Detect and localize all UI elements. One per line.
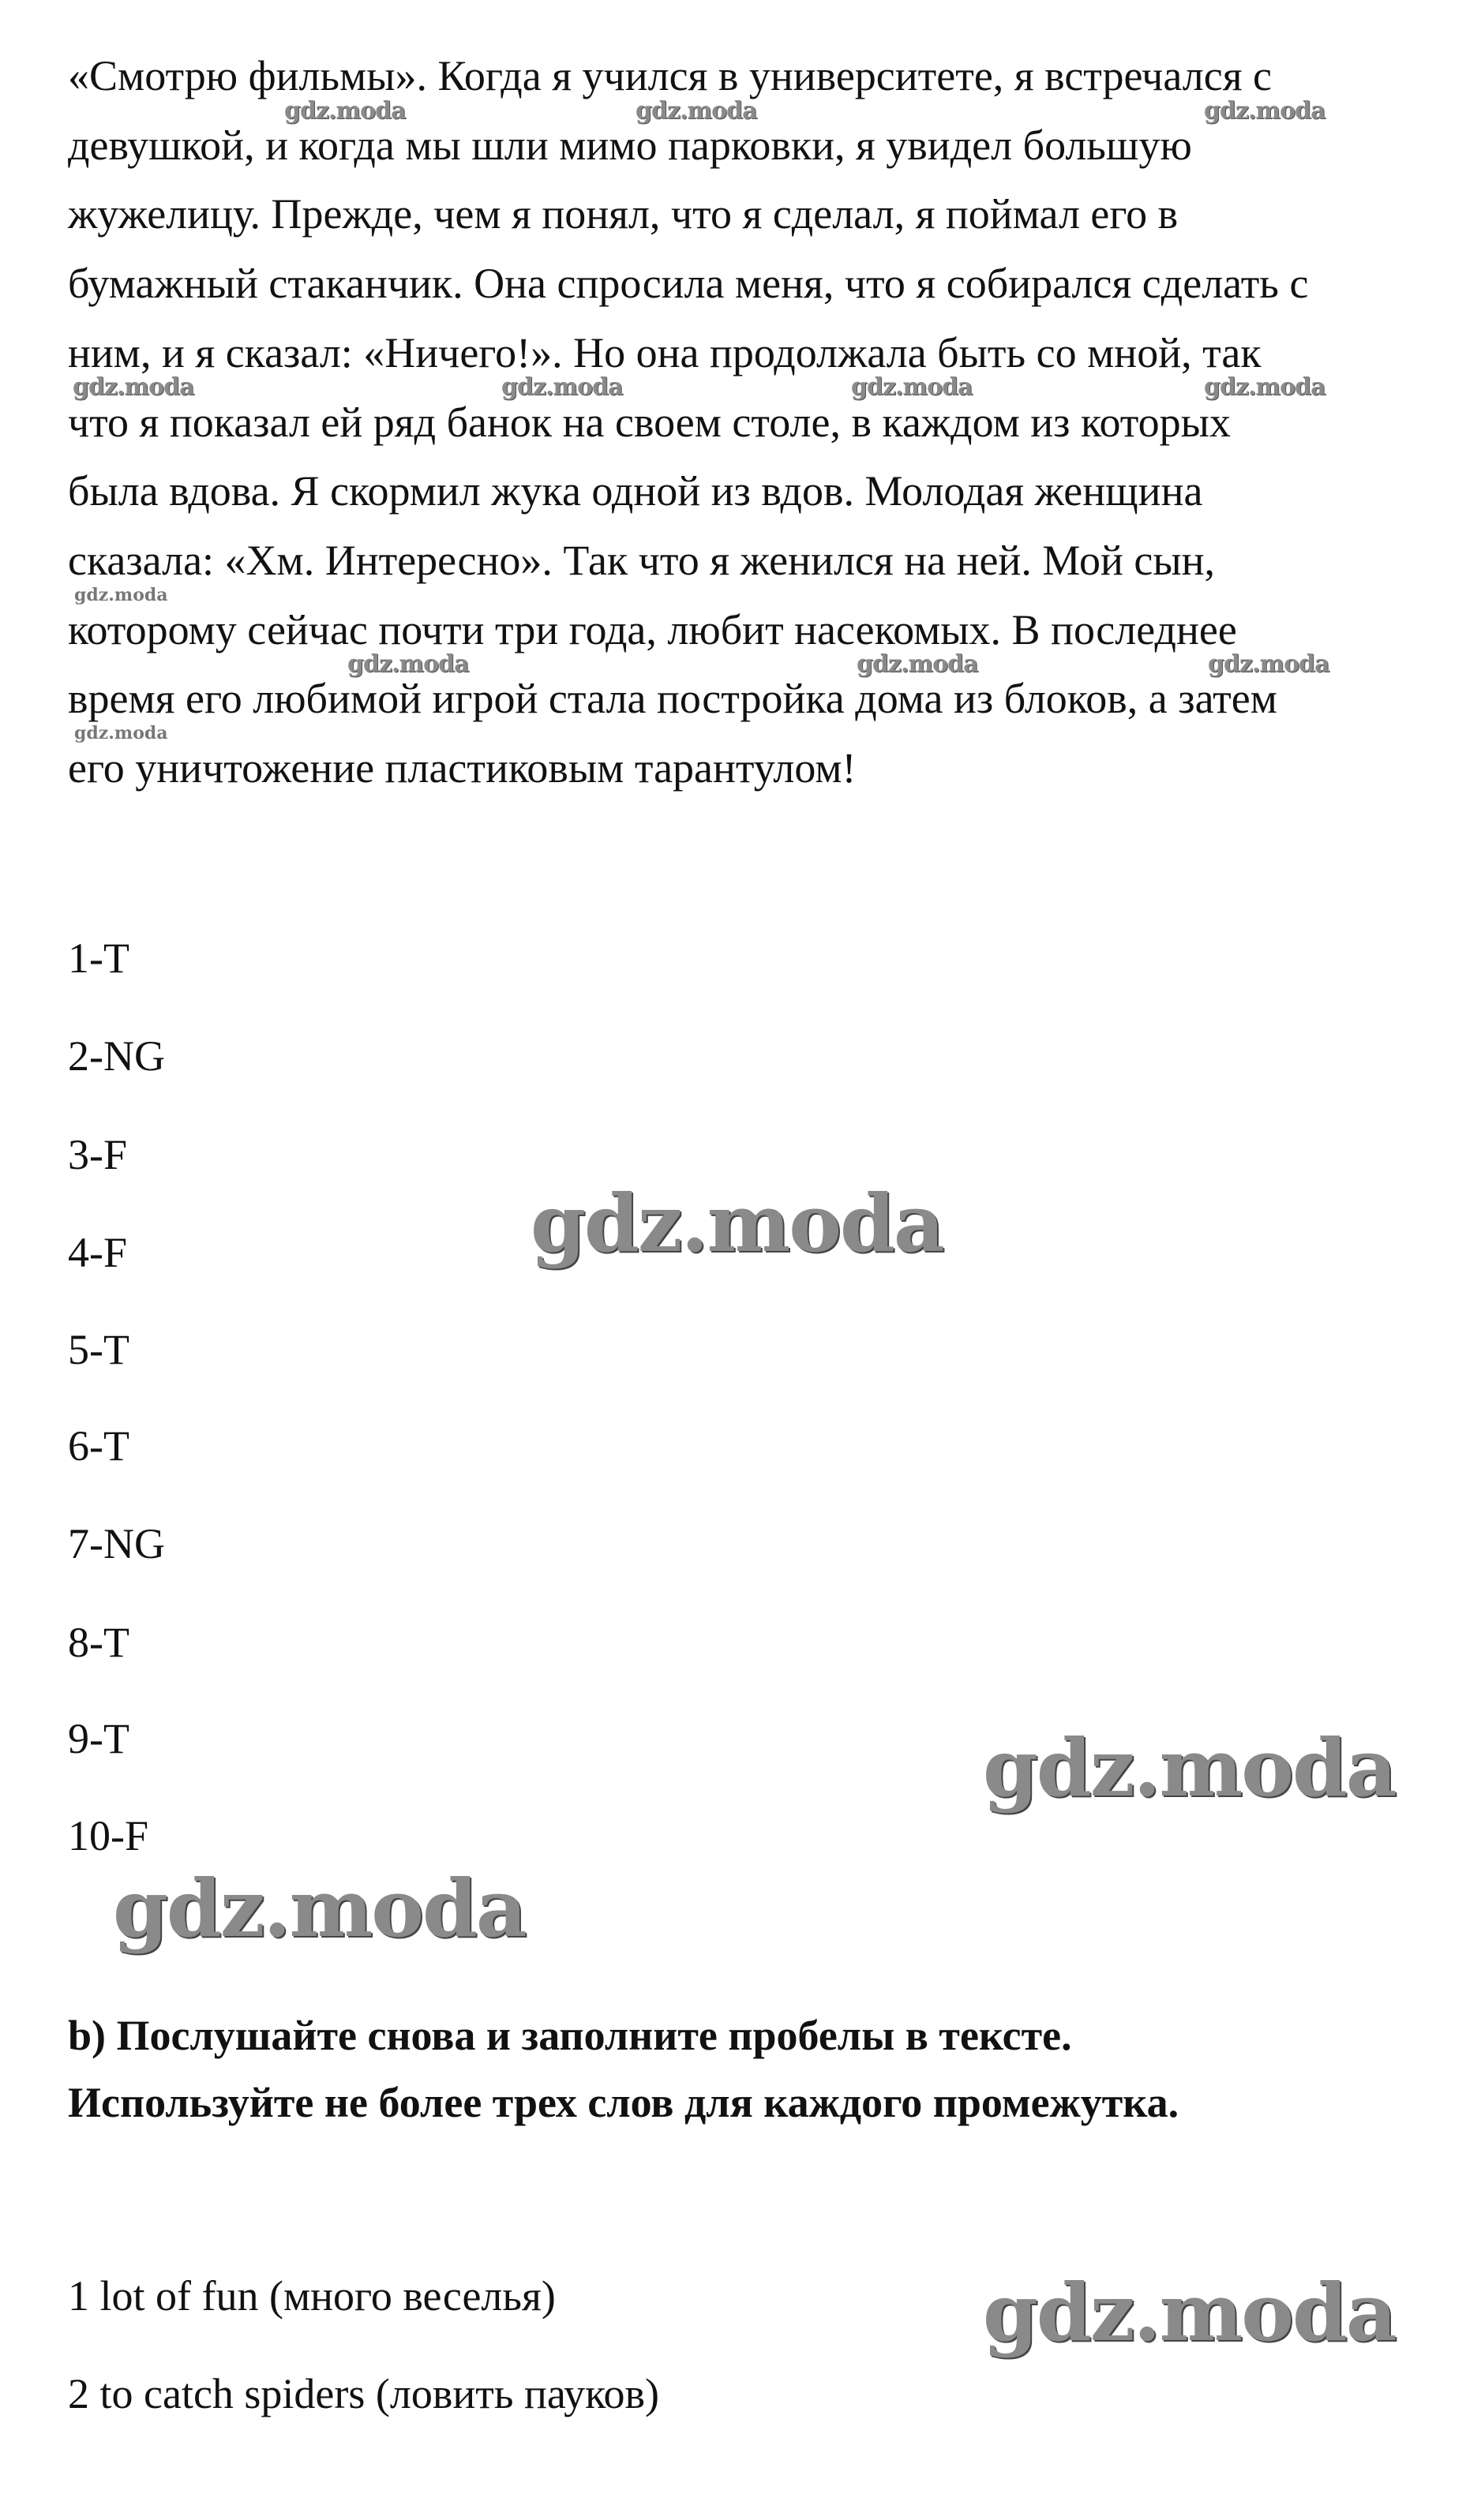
gap-answer-item: 2 to catch spiders (ловить пауков) [68, 2370, 660, 2417]
answer-item: 1-T [68, 934, 129, 982]
answer-item: 4-F [68, 1229, 128, 1276]
watermark: gdz.moda [74, 723, 168, 743]
watermark: gdz.moda [983, 1721, 1396, 1814]
answer-item: 3-F [68, 1131, 128, 1178]
watermark: gdz.moda [983, 2266, 1396, 2359]
watermark: gdz.moda [1204, 97, 1325, 125]
answer-item: 6-T [68, 1422, 129, 1470]
answer-item: 8-T [68, 1619, 129, 1666]
answer-item: 2-NG [68, 1032, 165, 1080]
text-line: бумажный стаканчик. Она спросила меня, что я собирался сделать с [68, 260, 1309, 307]
text-line: девушкой, и когда мы шли мимо парковки, я увидел большую [68, 122, 1192, 169]
watermark: gdz.moda [347, 650, 469, 678]
watermark: gdz.moda [1208, 650, 1329, 678]
watermark: gdz.moda [851, 373, 973, 401]
text-line: время его любимой игрой стала постройка дома из блоков, а затем [68, 675, 1277, 722]
task-b-line: b) Послушайте снова и заполните пробелы в тексте. [68, 2012, 1072, 2059]
answer-item: 7-NG [68, 1520, 165, 1567]
watermark: gdz.moda [74, 585, 168, 605]
text-line: сказала: «Хм. Интересно». Так что я женился на ней. Мой сын, [68, 537, 1216, 584]
watermark: gdz.moda [73, 373, 194, 401]
answer-item: 5-T [68, 1326, 129, 1373]
text-line: его уничтожение пластиковым тарантулом! [68, 744, 857, 792]
text-line: «Смотрю фильмы». Когда я учился в университете, я встречался с [68, 52, 1272, 99]
text-line: ним, и я сказал: «Ничего!». Но она продолжала быть со мной, так [68, 329, 1262, 376]
text-line: которому сейчас почти три года, любит насекомых. В последнее [68, 606, 1237, 653]
text-line: что я показал ей ряд банок на своем столе, в каждом из которых [68, 399, 1231, 446]
watermark: gdz.moda [636, 97, 757, 125]
text-line: была вдова. Я скормил жука одной из вдов. Молодая женщина [68, 467, 1203, 515]
watermark: gdz.moda [1204, 373, 1325, 401]
watermark: gdz.moda [501, 373, 623, 401]
answer-item: 9-T [68, 1715, 129, 1762]
watermark: gdz.moda [113, 1862, 526, 1955]
gap-answer-item: 1 lot of fun (много веселья) [68, 2272, 556, 2320]
task-b-line: Используйте не более трех слов для каждого промежутка. [68, 2079, 1179, 2126]
text-line: жужелицу. Прежде, чем я понял, что я сделал, я поймал его в [68, 190, 1179, 238]
watermark: gdz.moda [284, 97, 406, 125]
watermark: gdz.moda [531, 1177, 943, 1270]
watermark: gdz.moda [857, 650, 978, 678]
answer-item: 10-F [68, 1812, 149, 1859]
